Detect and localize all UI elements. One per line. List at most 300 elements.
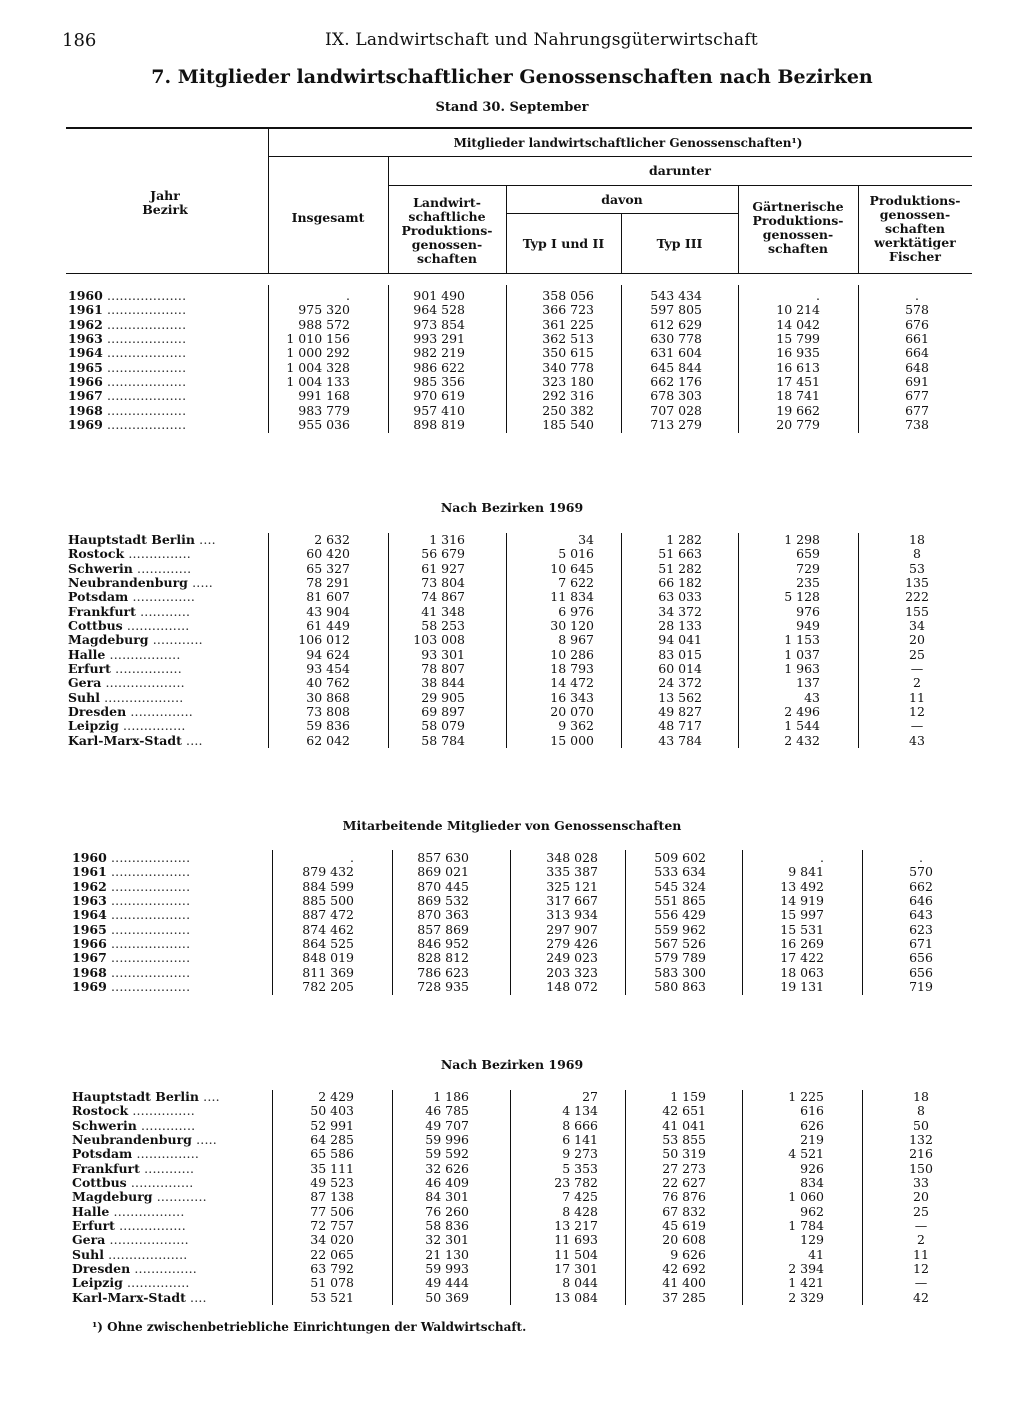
row-label-text: Leipzig xyxy=(72,1275,123,1291)
cell-c2: 69 897 xyxy=(421,704,465,720)
cell-c1: 72 757 xyxy=(310,1218,354,1234)
row-label xyxy=(68,562,191,576)
cell-c4: 41 400 xyxy=(662,1275,706,1291)
cell-c4: 631 604 xyxy=(650,345,702,361)
cell-c4: 24 372 xyxy=(658,675,702,691)
cell-c5: 9 841 xyxy=(788,864,824,880)
block-bezirke-working xyxy=(4,1090,1024,1305)
leader-dots: .... xyxy=(185,1289,207,1305)
table-row xyxy=(0,289,1024,303)
row-label-text: 1961 xyxy=(68,302,103,318)
row-label xyxy=(72,851,190,865)
leader-dots: ............... xyxy=(118,718,186,734)
cell-c2: 957 410 xyxy=(413,402,465,418)
cell-c5: 137 xyxy=(796,675,820,691)
cell-c2: 1 186 xyxy=(433,1089,469,1104)
cell-c4: 48 717 xyxy=(658,718,702,734)
header-insgesamt: Insgesamt xyxy=(291,210,365,225)
table-row xyxy=(4,1176,1024,1190)
cell-c2: 901 490 xyxy=(413,288,465,303)
table-row xyxy=(0,562,1024,576)
cell-c6: 135 xyxy=(905,575,929,591)
cell-c6: 222 xyxy=(905,589,929,605)
leader-dots: ................... xyxy=(102,288,187,303)
cell-c1: 64 285 xyxy=(310,1132,354,1148)
row-label xyxy=(72,1162,194,1176)
cell-c1: 975 320 xyxy=(298,302,350,318)
table-row xyxy=(0,719,1024,733)
cell-c1: 1 004 133 xyxy=(286,374,350,390)
table-row xyxy=(4,923,1024,937)
cell-c6: 656 xyxy=(909,950,933,966)
cell-c6: 34 xyxy=(909,618,925,634)
cell-c4: 533 634 xyxy=(654,864,706,880)
cell-c3: 13 084 xyxy=(554,1289,598,1305)
row-label-text: Frankfurt xyxy=(68,603,136,619)
cell-c4: 645 844 xyxy=(650,359,702,375)
chapter-heading: IX. Landwirtschaft und Nahrungsgüterwirtschaft xyxy=(325,30,758,50)
row-label xyxy=(68,303,186,317)
leader-dots: ................... xyxy=(106,921,191,937)
cell-c5: 729 xyxy=(796,560,820,576)
cell-c5: 15 531 xyxy=(780,921,824,937)
cell-c4: 556 429 xyxy=(654,907,706,923)
cell-c3: 6 141 xyxy=(562,1132,598,1148)
row-label xyxy=(68,648,181,662)
cell-c2: 59 993 xyxy=(425,1261,469,1277)
cell-c5: 1 153 xyxy=(784,632,820,648)
cell-c3: 203 323 xyxy=(546,964,598,980)
leader-dots: ................... xyxy=(106,936,191,952)
cell-c1: 874 462 xyxy=(302,921,354,937)
cell-c1: 53 521 xyxy=(310,1289,354,1305)
cell-c6: — xyxy=(910,661,924,677)
row-label-text: Magdeburg xyxy=(68,632,149,648)
row-label-text: Potsdam xyxy=(72,1146,133,1162)
cell-c3: 350 615 xyxy=(542,345,594,361)
cell-c6: 643 xyxy=(909,907,933,923)
row-label-text: 1964 xyxy=(68,345,103,361)
table-row xyxy=(4,894,1024,908)
row-label xyxy=(72,880,190,894)
row-label xyxy=(68,375,186,389)
cell-c4: 50 319 xyxy=(662,1146,706,1162)
row-label xyxy=(72,865,190,879)
cell-c2: 846 952 xyxy=(417,936,469,952)
cell-c2: 58 253 xyxy=(421,618,465,634)
cell-c5: 20 779 xyxy=(776,417,820,433)
cell-c3: 23 782 xyxy=(554,1175,598,1191)
header-top-rule xyxy=(66,127,972,129)
row-label-text: Frankfurt xyxy=(72,1160,140,1176)
table-row xyxy=(4,908,1024,922)
cell-c4: 41 041 xyxy=(662,1117,706,1133)
cell-c2: 73 804 xyxy=(421,575,465,591)
cell-c2: 58 079 xyxy=(421,718,465,734)
cell-c5: 10 214 xyxy=(776,302,820,318)
leader-dots: ................... xyxy=(106,907,191,923)
cell-c3: 15 000 xyxy=(550,732,594,748)
row-label xyxy=(68,332,186,346)
cell-c4: 67 832 xyxy=(662,1203,706,1219)
leader-dots: ................... xyxy=(99,689,184,705)
cell-c2: 898 819 xyxy=(413,417,465,433)
group-rule xyxy=(268,156,972,157)
cell-c2: 46 409 xyxy=(425,1175,469,1191)
cell-c3: 358 056 xyxy=(542,288,594,303)
row-label xyxy=(72,937,190,951)
cell-c6: 33 xyxy=(913,1175,929,1191)
cell-c5: 1 421 xyxy=(788,1275,824,1291)
cell-c5: 17 451 xyxy=(776,374,820,390)
row-label-text: Potsdam xyxy=(68,589,129,605)
cell-c1: 2 429 xyxy=(318,1089,354,1104)
cell-c3: 249 023 xyxy=(546,950,598,966)
cell-c1: 1 004 328 xyxy=(286,359,350,375)
table-row xyxy=(0,389,1024,403)
cell-c2: 869 021 xyxy=(417,864,469,880)
cell-c5: 41 xyxy=(808,1246,824,1262)
cell-c6: 691 xyxy=(905,374,929,390)
cell-c2: 828 812 xyxy=(417,950,469,966)
cell-c5: 2 496 xyxy=(784,704,820,720)
cell-c6: 738 xyxy=(905,417,929,433)
table-row xyxy=(0,346,1024,360)
cell-c1: 106 012 xyxy=(298,632,350,648)
cell-c1: 43 904 xyxy=(306,603,350,619)
row-label-text: Karl-Marx-Stadt xyxy=(72,1289,186,1305)
cell-c6: 20 xyxy=(909,632,925,648)
leader-dots: ............... xyxy=(130,1261,197,1277)
table-row xyxy=(4,1133,1024,1147)
cell-c1: 81 607 xyxy=(306,589,350,605)
leader-dots: ............... xyxy=(128,589,196,605)
row-label xyxy=(68,576,213,590)
cell-c3: 185 540 xyxy=(542,417,594,433)
cell-c2: 61 927 xyxy=(421,560,465,576)
cell-c2: 21 130 xyxy=(425,1246,469,1262)
row-label-text: Suhl xyxy=(68,689,100,705)
row-label xyxy=(72,1147,199,1161)
page-number: 186 xyxy=(62,30,97,51)
table-row xyxy=(0,648,1024,662)
cell-c5: 15 799 xyxy=(776,331,820,347)
cell-c6: 719 xyxy=(909,979,933,995)
cell-c1: 884 599 xyxy=(302,878,354,894)
cell-c1: 60 420 xyxy=(306,546,350,562)
row-label xyxy=(68,361,186,375)
cell-c6: 677 xyxy=(905,388,929,404)
cell-c2: 78 807 xyxy=(421,661,465,677)
cell-c5: 13 492 xyxy=(780,878,824,894)
cell-c2: 982 219 xyxy=(413,345,465,361)
leader-dots: ................. xyxy=(109,1203,185,1219)
cell-c3: 18 793 xyxy=(550,661,594,677)
cell-c5: 5 128 xyxy=(784,589,820,605)
cell-c3: 11 504 xyxy=(554,1246,598,1262)
col-divider-2 xyxy=(388,156,389,273)
cell-c3: 8 044 xyxy=(562,1275,598,1291)
leader-dots: ................... xyxy=(102,359,187,375)
cell-c4: 543 434 xyxy=(650,288,702,303)
cell-c3: 16 343 xyxy=(550,689,594,705)
leader-dots: ................... xyxy=(102,302,187,318)
cell-c6: . xyxy=(919,850,923,865)
cell-c1: 94 624 xyxy=(306,646,350,662)
cell-c2: 38 844 xyxy=(421,675,465,691)
leader-dots: ............... xyxy=(124,546,191,562)
cell-c3: 340 778 xyxy=(542,359,594,375)
cell-c4: 597 805 xyxy=(650,302,702,318)
leader-dots: ................... xyxy=(102,417,187,433)
row-label-text: Gera xyxy=(68,675,102,691)
cell-c1: 1 010 156 xyxy=(286,331,350,347)
cell-c6: 578 xyxy=(905,302,929,318)
row-label xyxy=(72,1262,197,1276)
cell-c3: 14 472 xyxy=(550,675,594,691)
cell-c4: 43 784 xyxy=(658,732,702,748)
leader-dots: ............ xyxy=(139,1160,195,1176)
cell-c1: 30 868 xyxy=(306,689,350,705)
cell-c1: 35 111 xyxy=(310,1160,354,1176)
cell-c1: 65 327 xyxy=(306,560,350,576)
cell-c4: 27 273 xyxy=(662,1160,706,1176)
cell-c4: 51 663 xyxy=(658,546,702,562)
cell-c6: 50 xyxy=(913,1117,929,1133)
cell-c4: 9 626 xyxy=(670,1246,706,1262)
cell-c6: 25 xyxy=(913,1203,929,1219)
section-title-bezirke-1: Nach Bezirken 1969 xyxy=(440,500,584,515)
cell-c5: 18 741 xyxy=(776,388,820,404)
cell-c3: 8 428 xyxy=(562,1203,598,1219)
block-years-members xyxy=(0,289,1024,432)
row-label xyxy=(68,533,216,547)
cell-c5: 1 963 xyxy=(784,661,820,677)
cell-c5: 14 042 xyxy=(776,316,820,332)
cell-c2: 74 867 xyxy=(421,589,465,605)
cell-c3: 323 180 xyxy=(542,374,594,390)
cell-c2: 58 836 xyxy=(425,1218,469,1234)
cell-c4: 49 827 xyxy=(658,704,702,720)
cell-c4: 630 778 xyxy=(650,331,702,347)
row-label xyxy=(72,1176,193,1190)
leader-dots: ................... xyxy=(102,402,187,418)
cell-c6: 132 xyxy=(909,1132,933,1148)
row-label-text: Neubrandenburg xyxy=(72,1132,192,1148)
cell-c1: 885 500 xyxy=(302,893,354,909)
table-row xyxy=(4,1205,1024,1219)
cell-c5: 2 432 xyxy=(784,732,820,748)
cell-c3: 11 834 xyxy=(550,589,594,605)
row-label-text: Cottbus xyxy=(68,618,123,634)
row-label xyxy=(72,1090,220,1104)
cell-c4: 662 176 xyxy=(650,374,702,390)
cell-c4: 707 028 xyxy=(650,402,702,418)
row-label xyxy=(68,404,186,418)
cell-c6: 25 xyxy=(909,646,925,662)
row-label-text: 1966 xyxy=(68,374,103,390)
cell-c6: 8 xyxy=(913,546,921,562)
table-row xyxy=(4,937,1024,951)
cell-c5: 16 935 xyxy=(776,345,820,361)
leader-dots: ................... xyxy=(102,331,187,347)
header-bottom-rule xyxy=(66,273,972,274)
cell-c1: 93 454 xyxy=(306,661,350,677)
cell-c3: 361 225 xyxy=(542,316,594,332)
cell-c6: 661 xyxy=(905,331,929,347)
table-row xyxy=(4,1276,1024,1290)
leader-dots: ................. xyxy=(105,646,181,662)
cell-c1: 887 472 xyxy=(302,907,354,923)
table-row xyxy=(0,361,1024,375)
cell-c1: 73 808 xyxy=(306,704,350,720)
cell-c5: 1 225 xyxy=(788,1089,824,1104)
cell-c2: 973 854 xyxy=(413,316,465,332)
leader-dots: ................... xyxy=(106,864,191,880)
cell-c4: 551 865 xyxy=(654,893,706,909)
leader-dots: ............... xyxy=(126,1175,194,1191)
row-label xyxy=(68,318,186,332)
footnote: ¹) Ohne zwischenbetriebliche Einrichtungen der Waldwirtschaft. xyxy=(92,1320,527,1334)
row-label-text: 1969 xyxy=(72,979,107,995)
header-lpg: Landwirt- schaftliche Produktions- genossen- schaften xyxy=(401,195,493,266)
cell-c6: — xyxy=(910,718,924,734)
table-row xyxy=(4,980,1024,994)
table-row xyxy=(4,851,1024,865)
row-label xyxy=(68,418,186,432)
row-label-text: 1968 xyxy=(72,964,107,980)
row-label-text: 1962 xyxy=(68,316,103,332)
darunter-rule xyxy=(388,185,972,186)
row-label xyxy=(68,676,185,690)
cell-c2: 41 348 xyxy=(421,603,465,619)
cell-c3: 4 134 xyxy=(562,1103,598,1119)
cell-c1: 879 432 xyxy=(302,864,354,880)
cell-c3: 10 645 xyxy=(550,560,594,576)
row-label xyxy=(72,1119,195,1133)
table-row xyxy=(0,676,1024,690)
cell-c6: 12 xyxy=(913,1261,929,1277)
row-label xyxy=(72,951,190,965)
cell-c5: 962 xyxy=(800,1203,824,1219)
row-label-text: 1963 xyxy=(72,893,107,909)
cell-c6: 150 xyxy=(909,1160,933,1176)
cell-c3: 313 934 xyxy=(546,907,598,923)
cell-c6: — xyxy=(914,1275,928,1291)
cell-c2: 857 630 xyxy=(417,850,469,865)
section-title-mitarbeitende: Mitarbeitende Mitglieder von Genossenschaften xyxy=(342,818,682,833)
cell-c1: . xyxy=(350,850,354,865)
cell-c3: 366 723 xyxy=(542,302,594,318)
cell-c3: 34 xyxy=(578,532,594,547)
row-label xyxy=(72,966,190,980)
leader-dots: ............ xyxy=(148,632,203,648)
cell-c1: 1 000 292 xyxy=(286,345,350,361)
cell-c5: 17 422 xyxy=(780,950,824,966)
row-label-text: Halle xyxy=(68,646,106,662)
cell-c6: 648 xyxy=(905,359,929,375)
cell-c1: 2 632 xyxy=(314,532,350,547)
cell-c4: 94 041 xyxy=(658,632,702,648)
cell-c1: 87 138 xyxy=(310,1189,354,1205)
table-row xyxy=(4,1147,1024,1161)
cell-c5: 18 063 xyxy=(780,964,824,980)
header-typ1: Typ I und II xyxy=(522,236,605,251)
row-label-text: 1965 xyxy=(68,359,103,375)
table-row xyxy=(4,951,1024,965)
cell-c4: 580 863 xyxy=(654,979,706,995)
cell-c4: 63 033 xyxy=(658,589,702,605)
cell-c3: 335 387 xyxy=(546,864,598,880)
leader-dots: ..... xyxy=(191,1132,217,1148)
row-label xyxy=(72,923,190,937)
cell-c4: 37 285 xyxy=(662,1289,706,1305)
cell-c2: 728 935 xyxy=(417,979,469,995)
cell-c5: 834 xyxy=(800,1175,824,1191)
cell-c5: . xyxy=(820,850,824,865)
cell-c2: 869 532 xyxy=(417,893,469,909)
leader-dots: ............... xyxy=(122,618,190,634)
cell-c3: 9 273 xyxy=(562,1146,598,1162)
cell-c2: 49 444 xyxy=(425,1275,469,1291)
leader-dots: ................... xyxy=(106,979,191,995)
cell-c2: 50 369 xyxy=(425,1289,469,1305)
table-row xyxy=(0,605,1024,619)
table-row xyxy=(4,1162,1024,1176)
cell-c1: 864 525 xyxy=(302,936,354,952)
leader-dots: .... xyxy=(198,1089,220,1104)
cell-c2: 786 623 xyxy=(417,964,469,980)
cell-c6: 12 xyxy=(909,704,925,720)
cell-c5: 219 xyxy=(800,1132,824,1148)
cell-c4: 559 962 xyxy=(654,921,706,937)
table-row xyxy=(0,619,1024,633)
row-label-text: 1966 xyxy=(72,936,107,952)
cell-c6: 20 xyxy=(913,1189,929,1205)
cell-c1: 782 205 xyxy=(302,979,354,995)
block-bezirke-members xyxy=(0,533,1024,748)
cell-c1: 51 078 xyxy=(310,1275,354,1291)
cell-c1: . xyxy=(346,288,350,303)
table-row xyxy=(0,318,1024,332)
cell-c1: 59 836 xyxy=(306,718,350,734)
row-label xyxy=(72,1291,207,1305)
row-label-text: Suhl xyxy=(72,1246,104,1262)
cell-c2: 870 363 xyxy=(417,907,469,923)
cell-c2: 59 592 xyxy=(425,1146,469,1162)
header-gpg: Gärtnerische Produktions- genossen- schaften xyxy=(752,199,844,256)
cell-c1: 34 020 xyxy=(310,1232,354,1248)
cell-c5: 2 329 xyxy=(788,1289,824,1305)
cell-c2: 32 301 xyxy=(425,1232,469,1248)
cell-c5: 1 784 xyxy=(788,1218,824,1234)
cell-c4: 13 562 xyxy=(658,689,702,705)
cell-c1: 983 779 xyxy=(298,402,350,418)
cell-c6: 53 xyxy=(909,560,925,576)
row-label-text: Halle xyxy=(72,1203,110,1219)
cell-c2: 29 905 xyxy=(421,689,465,705)
cell-c3: 9 362 xyxy=(558,718,594,734)
table-row xyxy=(0,590,1024,604)
row-label-text: Hauptstadt Berlin xyxy=(68,532,195,547)
cell-c5: 129 xyxy=(800,1232,824,1248)
cell-c4: 678 303 xyxy=(650,388,702,404)
cell-c5: 235 xyxy=(796,575,820,591)
header-typ3: Typ III xyxy=(656,236,703,251)
table-row xyxy=(4,1119,1024,1133)
cell-c6: 11 xyxy=(909,689,925,705)
row-label-text: 1967 xyxy=(72,950,107,966)
